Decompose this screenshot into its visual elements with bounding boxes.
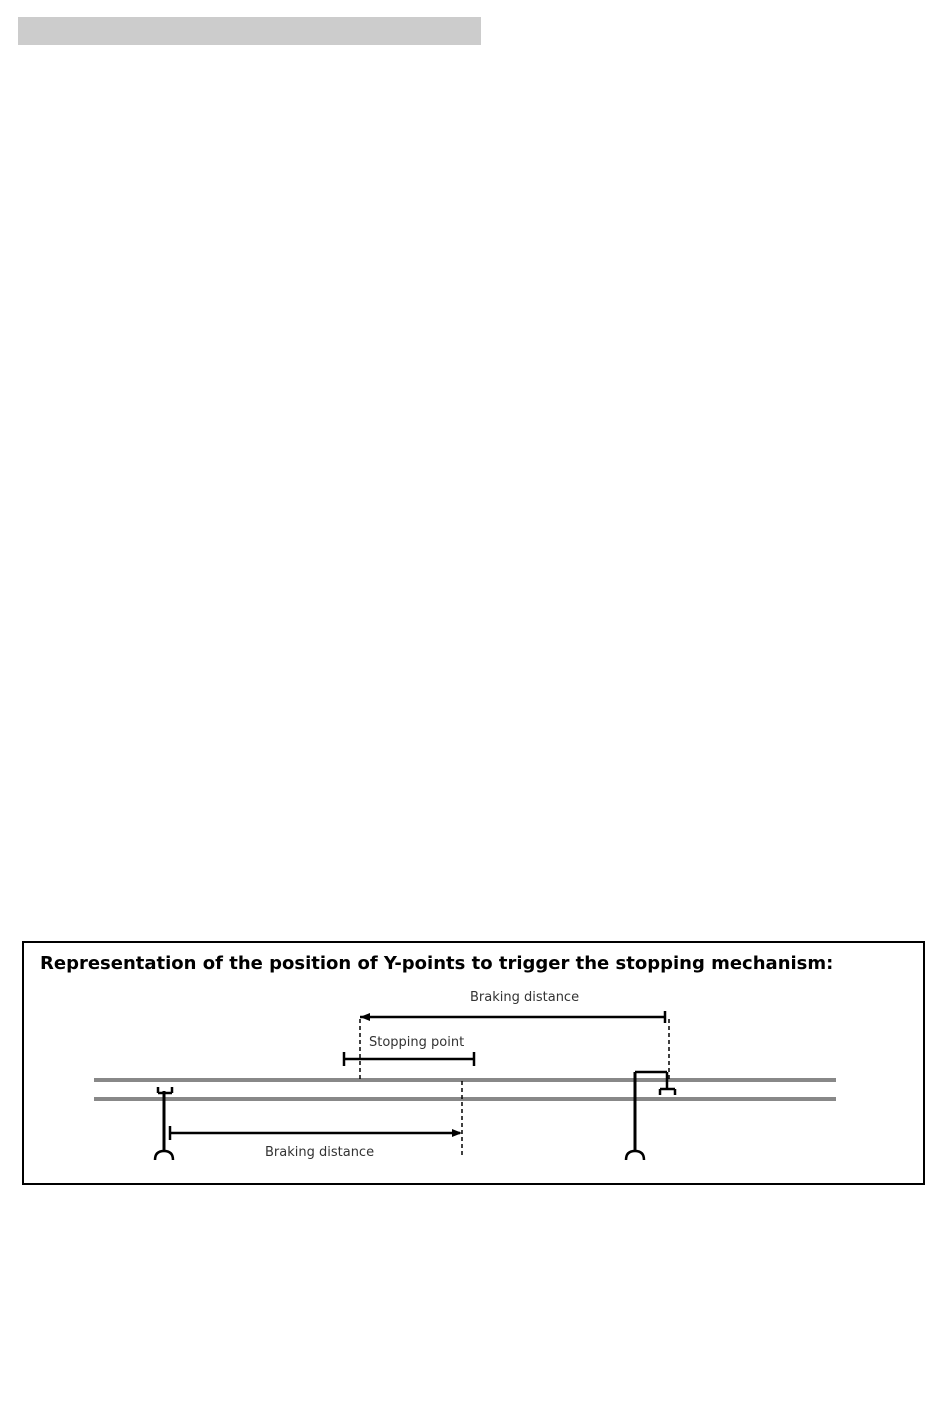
figure-title: Representation of the position of Y-points to trigger the stopping mechanism: [40, 953, 834, 974]
header-bar [18, 17, 481, 45]
braking-distance-label-top: Braking distance [470, 990, 580, 1005]
stopping-point-bracket [344, 1052, 474, 1066]
figure-box [22, 941, 925, 1185]
y-points-diagram [24, 943, 923, 1183]
braking-distance-label-bottom: Braking distance [265, 1145, 375, 1160]
stopping-point-label: Stopping point [369, 1035, 465, 1050]
right-y-point-signal-icon [626, 1072, 675, 1160]
braking-distance-arrow-bottom [170, 1126, 462, 1140]
braking-distance-arrow-top [360, 1011, 665, 1023]
